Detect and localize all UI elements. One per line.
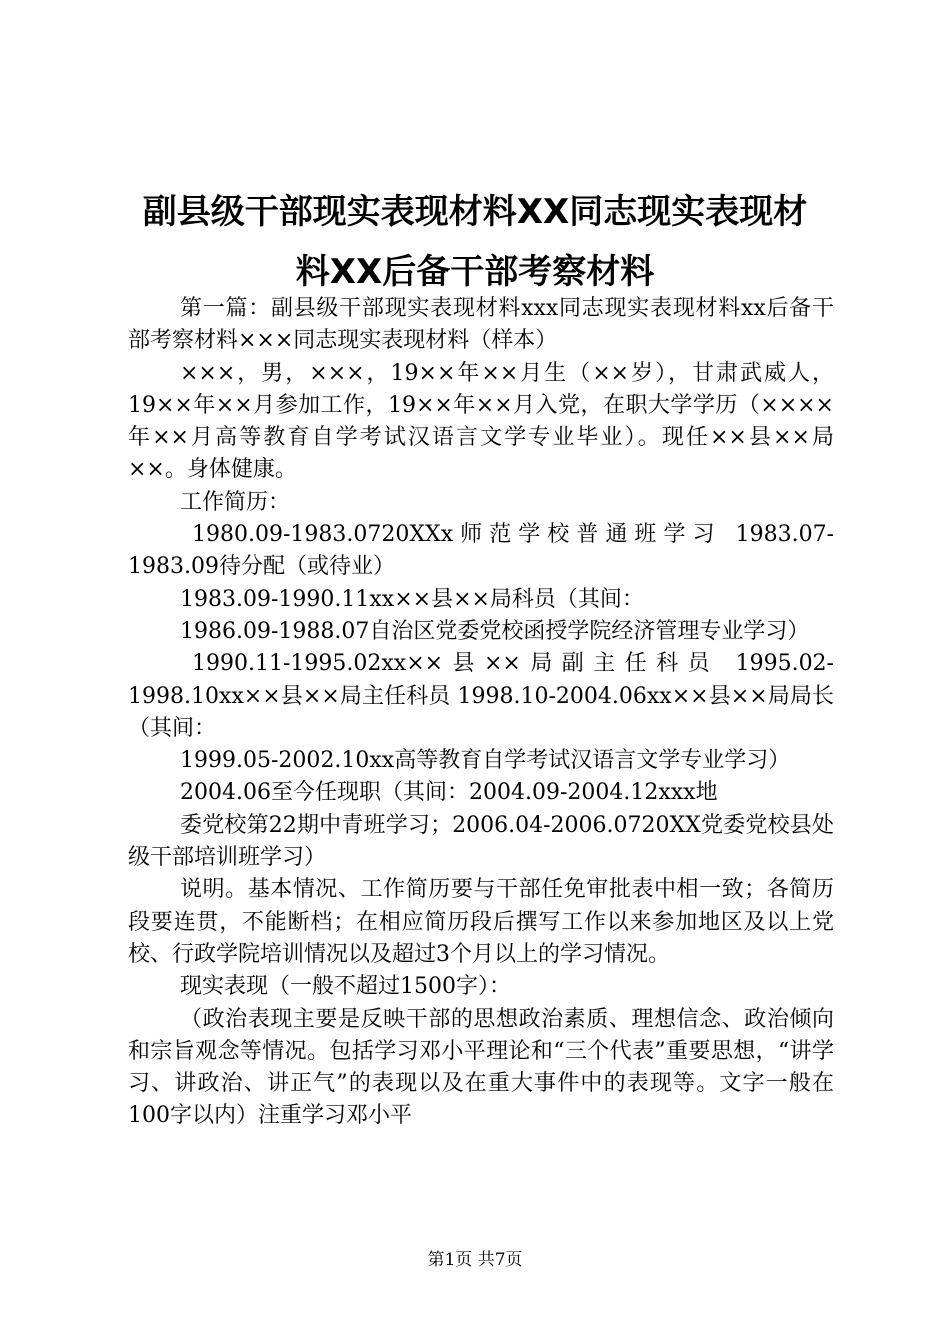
document-title-line-2: 料XX后备干部考察材料 — [295, 252, 655, 292]
paragraph-basic-info: ×××，男，×××，19××年××月生（××岁），甘肃武威人，19××年××月参加工作，19××年××月入党，在职大学学历（××××年××月高等教育自学考试汉语言文学专业毕业）。现任××县××局××。身体健康。 — [128, 360, 834, 483]
paragraph-resume-2: 1983.09-1990.11xx××县××局科员（其间： — [180, 586, 644, 612]
paragraph-resume-heading: 工作简历： — [180, 489, 291, 515]
page-number-footer: 第1页 共7页 — [427, 1250, 523, 1270]
document-title-line-1: 副县级干部现实表现材料XX同志现实表现材 — [142, 192, 808, 232]
paragraph-performance-heading: 现实表现（一般不超过1500字）： — [180, 974, 511, 1000]
paragraph-resume-3: 1986.09-1988.07自治区党委党校函授学院经济管理专业学习） — [180, 618, 810, 644]
paragraph-performance-body: （政治表现主要是反映干部的思想政治素质、理想信念、政治倾向和宗旨观念等情况。包括学习邓小平理论和“三个代表”重要思想，“讲学习、讲政治、讲正气”的表现以及在重大事件中的表现等。文字一般在100字以内）注重学习邓小平 — [128, 1006, 834, 1129]
paragraph-resume-6: 2004.06至今任现职（其间：2004.09-2004.12xxx地 — [180, 780, 718, 806]
paragraph-resume-4: 1990.11-1995.02xx××县××局副主任科员 1995.02-1998.10xx××县××局主任科员 1998.10-2004.06xx××县××局局长（其间： — [128, 651, 834, 741]
paragraph-intro: 第一篇：副县级干部现实表现材料xxx同志现实表现材料xx后备干部考察材料×××同志现实表现材料（样本） — [128, 296, 834, 354]
paragraph-resume-7: 委党校第22期中青班学习；2006.04-2006.0720XX党委党校县处级干部培训班学习） — [128, 812, 834, 871]
paragraph-resume-1: 1980.09-1983.0720XXx师范学校普通班学习 1983.07-1983.09待分配（或待业） — [128, 522, 834, 580]
paragraph-note: 说明。基本情况、工作简历要与干部任免审批表中相一致；各简历段要连贯，不能断档；在相应简历段后撰写工作以来参加地区及以上党校、行政学院培训情况以及超过3个月以上的学习情况。 — [128, 877, 834, 967]
document-body — [128, 293, 834, 1133]
paragraph-resume-5: 1999.05-2002.10xx高等教育自学考试汉语言文学专业学习） — [180, 748, 791, 774]
